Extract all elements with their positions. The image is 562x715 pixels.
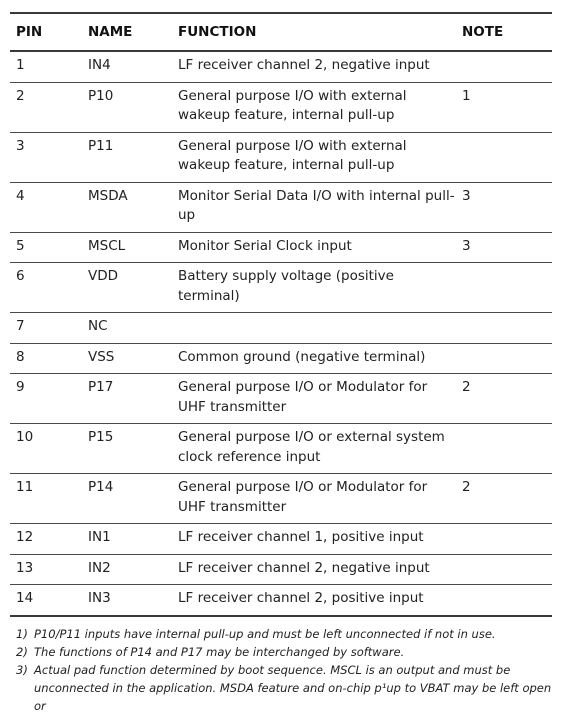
cell-note bbox=[456, 524, 552, 555]
cell-note: 2 bbox=[462, 379, 471, 395]
pin-description-document bbox=[10, 12, 552, 715]
cell-function: Battery supply voltage (positive terminal) bbox=[178, 268, 394, 304]
cell-function: LF receiver channel 1, positive input bbox=[178, 529, 424, 545]
cell-note bbox=[456, 554, 552, 585]
cell-pin: 6 bbox=[16, 268, 25, 284]
footnote-text: P10/P11 inputs have internal pull-up and must be left unconnected if not in use. bbox=[34, 626, 496, 641]
table-header-row bbox=[10, 13, 552, 51]
cell-pin: 7 bbox=[16, 318, 25, 334]
cell-function: General purpose I/O or Modulator for UHF transmitter bbox=[178, 379, 428, 415]
cell-pin: 2 bbox=[16, 87, 25, 104]
header-name: NAME bbox=[88, 24, 133, 40]
cell-function: Monitor Serial Data I/O with internal pull-up bbox=[178, 187, 455, 223]
cell-function: LF receiver channel 2, negative input bbox=[178, 559, 430, 576]
table-row bbox=[10, 343, 552, 374]
cell-note bbox=[456, 585, 552, 616]
cell-name: NC bbox=[88, 318, 108, 334]
cell-function: General purpose I/O with external wakeup feature, internal pull-up bbox=[178, 137, 407, 173]
footnote-text: The functions of P14 and P17 may be interchanged by software. bbox=[34, 644, 405, 659]
cell-function bbox=[172, 313, 456, 344]
cell-note bbox=[456, 51, 552, 82]
cell-name: P11 bbox=[88, 137, 114, 154]
cell-name: IN4 bbox=[88, 57, 111, 73]
table-row bbox=[10, 232, 552, 263]
cell-name: IN2 bbox=[88, 559, 111, 576]
header-pin: PIN bbox=[16, 24, 43, 40]
footnote-number: 1) bbox=[16, 626, 28, 641]
cell-note bbox=[456, 132, 552, 182]
cell-function: LF receiver channel 2, negative input bbox=[178, 57, 430, 73]
footnotes bbox=[16, 625, 552, 715]
cell-pin: 10 bbox=[16, 429, 34, 445]
cell-function: Monitor Serial Clock input bbox=[178, 237, 352, 254]
cell-note bbox=[456, 343, 552, 374]
table-row bbox=[10, 51, 552, 82]
cell-name: VSS bbox=[88, 348, 115, 365]
cell-function: General purpose I/O with external wakeup feature, internal pull-up bbox=[178, 87, 407, 123]
cell-pin: 8 bbox=[16, 348, 25, 365]
cell-name: P14 bbox=[88, 479, 114, 495]
footnote bbox=[16, 625, 552, 643]
cell-note bbox=[456, 424, 552, 474]
cell-name: MSCL bbox=[88, 237, 126, 254]
cell-note bbox=[456, 313, 552, 344]
cell-note: 2 bbox=[462, 479, 471, 495]
pin-table bbox=[10, 12, 552, 617]
table-row bbox=[10, 374, 552, 424]
cell-pin: 13 bbox=[16, 559, 34, 576]
cell-note: 3 bbox=[462, 187, 471, 204]
cell-function: General purpose I/O or Modulator for UHF transmitter bbox=[178, 479, 428, 515]
footnote bbox=[16, 661, 552, 715]
cell-pin: 1 bbox=[16, 57, 25, 73]
cell-pin: 5 bbox=[16, 237, 25, 254]
cell-function: LF receiver channel 2, positive input bbox=[178, 590, 424, 606]
cell-function: General purpose I/O or external system clock reference input bbox=[178, 429, 445, 465]
cell-note: 1 bbox=[462, 87, 471, 104]
cell-note: 3 bbox=[462, 237, 471, 254]
table-row bbox=[10, 524, 552, 555]
table-row bbox=[10, 474, 552, 524]
cell-name: P15 bbox=[88, 429, 114, 445]
cell-pin: 12 bbox=[16, 529, 34, 545]
cell-name: IN3 bbox=[88, 590, 111, 606]
cell-function: Common ground (negative terminal) bbox=[178, 348, 426, 365]
table-row bbox=[10, 132, 552, 182]
table-row bbox=[10, 182, 552, 232]
table-row bbox=[10, 424, 552, 474]
cell-pin: 14 bbox=[16, 590, 34, 606]
footnote-text: Actual pad function determined by boot sequence. MSCL is an output and must be unconnected in the application. MSDA feature and on-chip p¹up to VBAT may be left open or bbox=[34, 662, 552, 713]
cell-name: VDD bbox=[88, 268, 119, 284]
cell-note bbox=[456, 263, 552, 313]
header-function: FUNCTION bbox=[178, 24, 257, 40]
header-note: NOTE bbox=[462, 24, 504, 40]
cell-pin: 4 bbox=[16, 187, 25, 204]
table-row bbox=[10, 313, 552, 344]
table-row bbox=[10, 263, 552, 313]
cell-pin: 3 bbox=[16, 137, 25, 154]
footnote-number: 3) bbox=[16, 662, 28, 677]
footnote-number: 2) bbox=[16, 644, 28, 659]
cell-name: P17 bbox=[88, 379, 114, 395]
table-row bbox=[10, 82, 552, 132]
table-row bbox=[10, 585, 552, 616]
footnote bbox=[16, 643, 552, 661]
cell-pin: 11 bbox=[16, 479, 34, 495]
table-row bbox=[10, 554, 552, 585]
cell-name: MSDA bbox=[88, 187, 128, 204]
cell-name: IN1 bbox=[88, 529, 111, 545]
cell-pin: 9 bbox=[16, 379, 25, 395]
cell-name: P10 bbox=[88, 87, 114, 104]
